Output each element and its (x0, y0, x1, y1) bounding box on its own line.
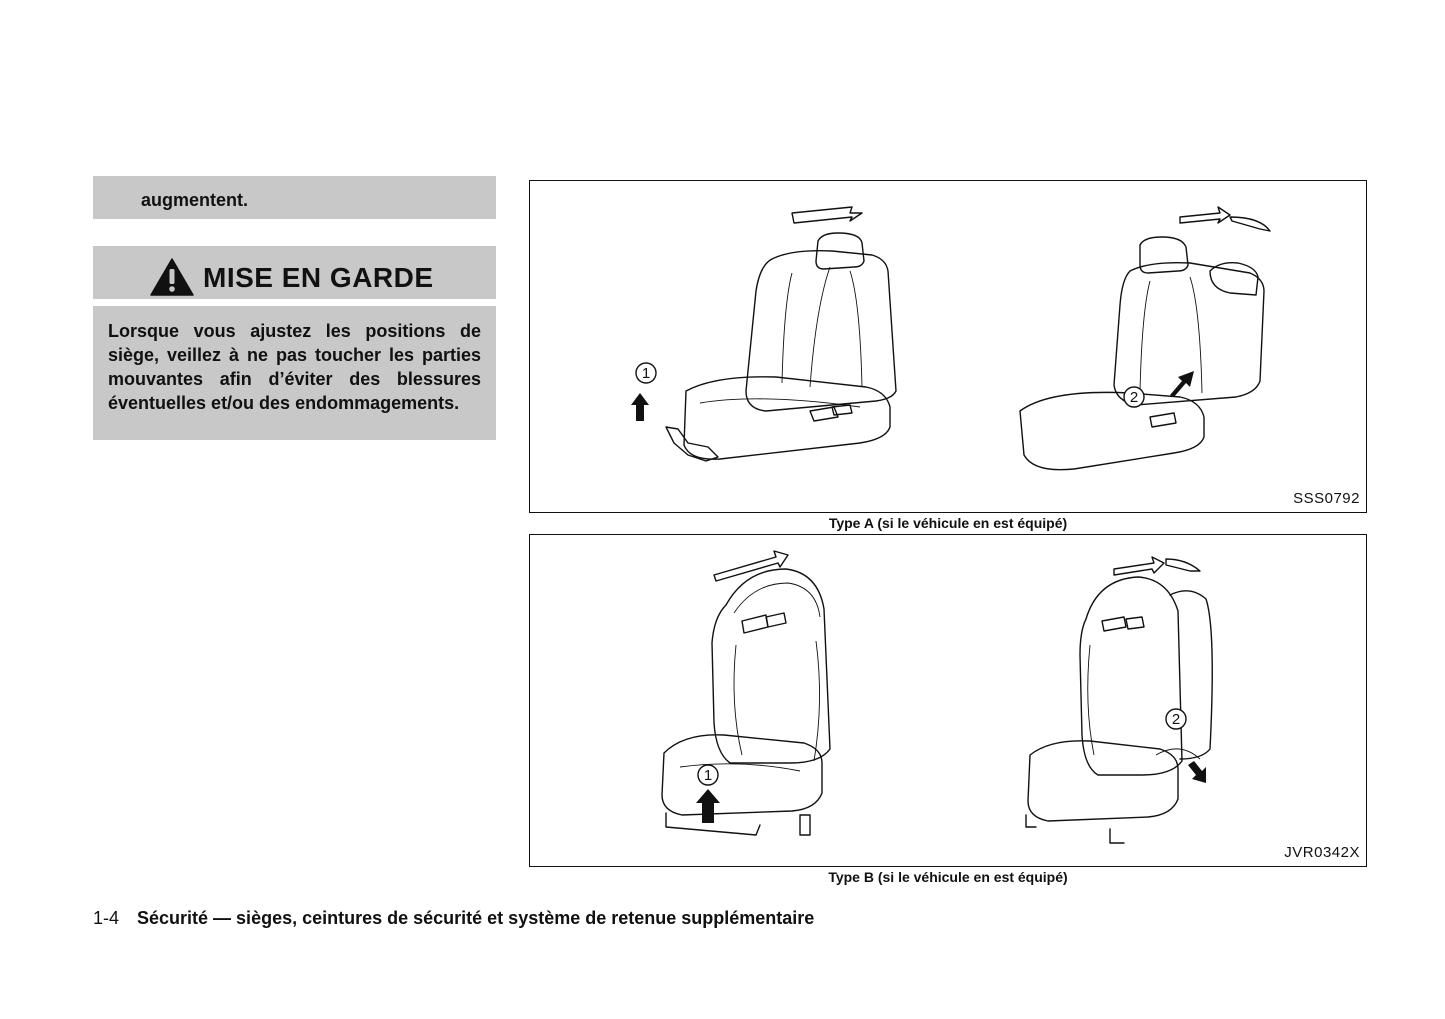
figure-type-a (529, 180, 1367, 513)
figure-type-b (529, 534, 1367, 867)
figure-caption-b: Type B (si le véhicule en est équipé) (828, 869, 1068, 885)
marker-2: 2 (1129, 389, 1139, 406)
figure-code: JVR0342X (1284, 844, 1360, 861)
warning-title: MISE EN GARDE (203, 262, 434, 293)
figure-code: SSS0792 (1293, 490, 1360, 507)
warning-body (93, 306, 496, 440)
section-title: Sécurité — sièges, ceintures de sécurité et système de retenue supplémentaire (137, 908, 815, 928)
continued-text-band (93, 176, 496, 219)
seat-a-right (1020, 207, 1270, 470)
marker-1: 1 (641, 365, 651, 382)
seat-illustration-type-a (530, 181, 1366, 512)
warning-triangle-icon (150, 258, 194, 296)
marker-1: 1 (703, 767, 713, 784)
seat-illustration-type-b (530, 535, 1366, 866)
seat-b-left (662, 551, 830, 835)
seat-b-right (1026, 557, 1212, 843)
figure-caption-a: Type A (si le véhicule en est équipé) (828, 515, 1068, 531)
marker-2: 2 (1171, 711, 1181, 728)
warning-header (93, 246, 496, 299)
continued-text: augmentent. (141, 190, 249, 210)
seat-a-left (631, 207, 896, 461)
page-footer (93, 908, 814, 929)
page-number: 1-4 (93, 908, 120, 928)
warning-text: Lorsque vous ajustez les positions de siège, veillez à ne pas toucher les parties mouvantes afin d’éviter des blessures éventuelles et/ou des endommagements. (108, 321, 481, 413)
